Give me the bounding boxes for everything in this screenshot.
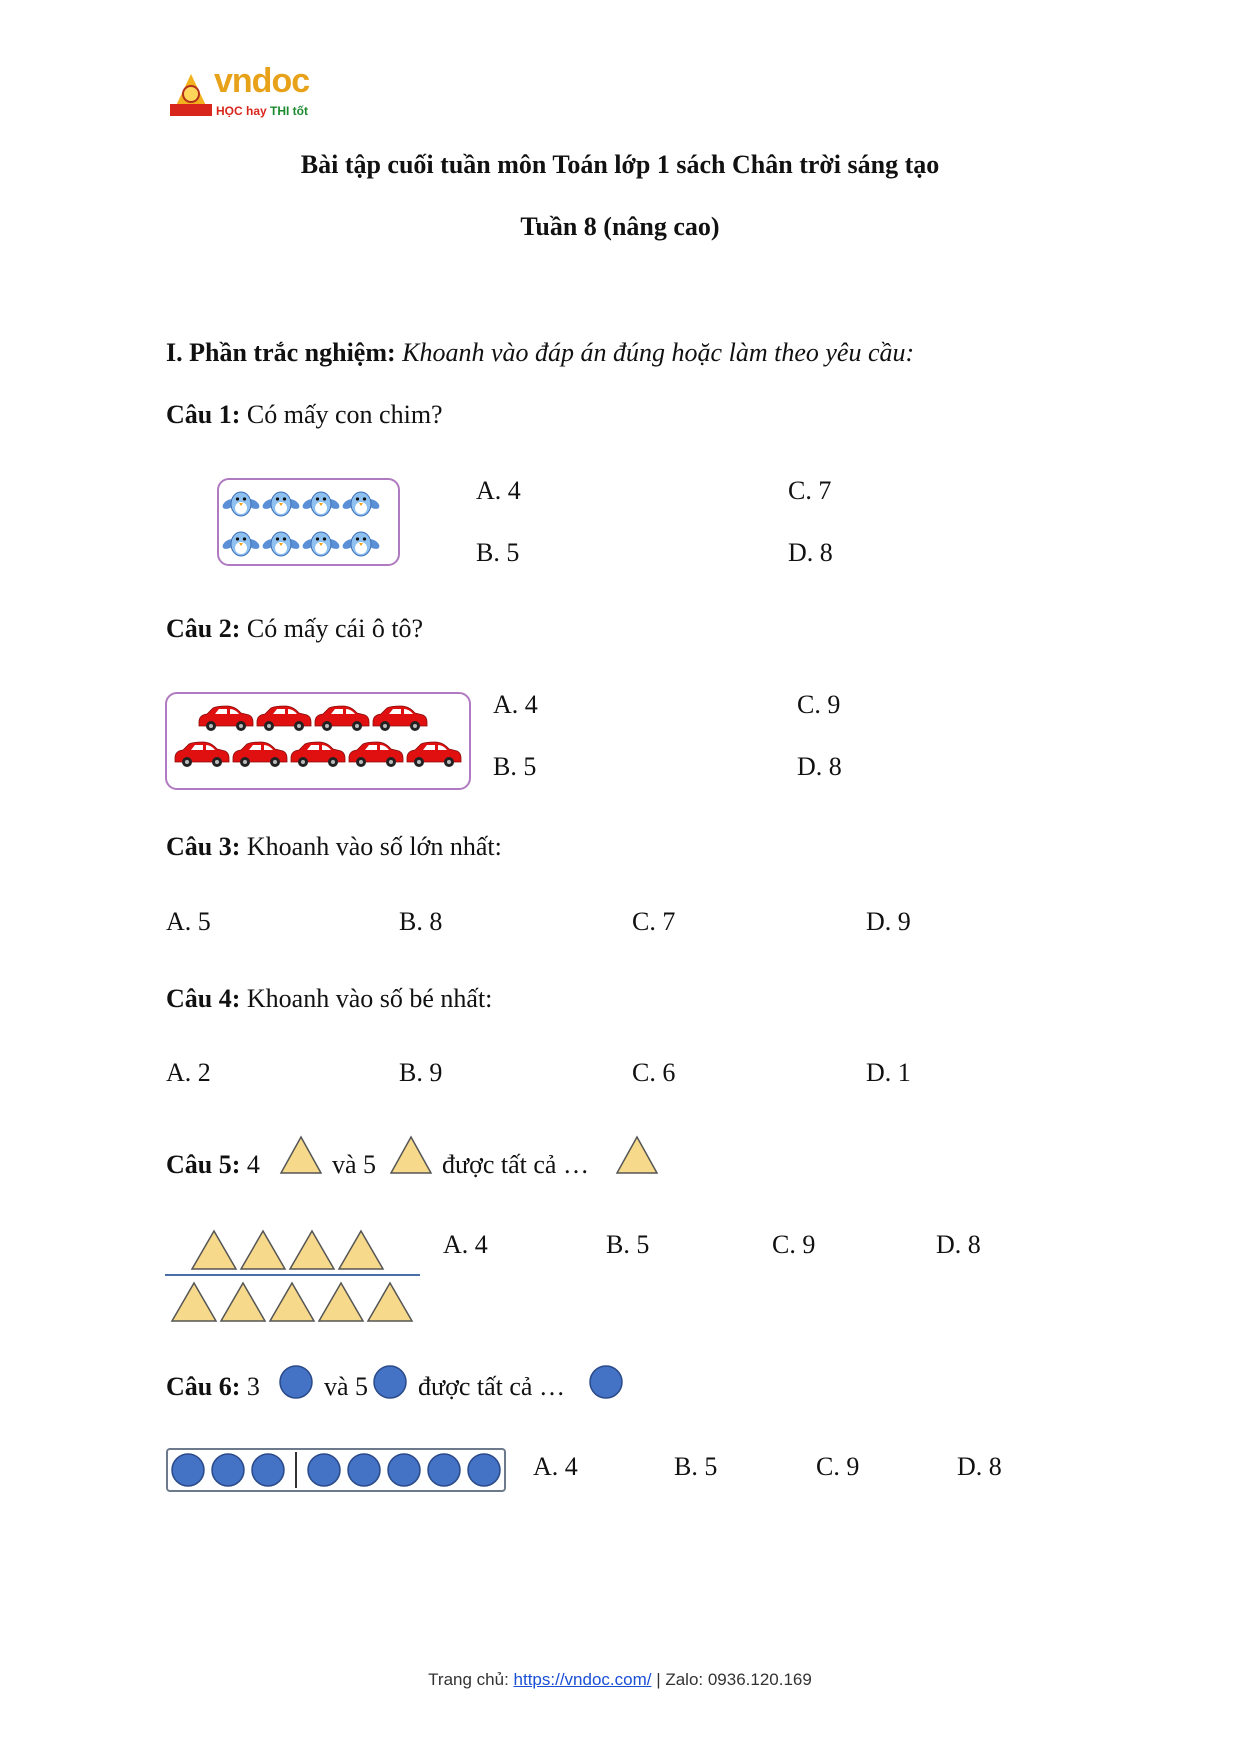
triangle-icon [319, 1283, 363, 1321]
cars-svg [167, 694, 469, 788]
q6-option-c[interactable]: C. 9 [816, 1452, 860, 1481]
bird-icon [221, 532, 261, 556]
circle-icon [278, 1364, 314, 1400]
q3-option-a[interactable]: A. 5 [166, 907, 211, 936]
bird-icon [301, 492, 341, 516]
car-icon [199, 706, 253, 731]
triangle-icon [368, 1283, 412, 1321]
bird-icon [221, 492, 261, 516]
dots-svg [168, 1450, 504, 1490]
q3-option-d[interactable]: D. 9 [866, 907, 911, 936]
question-4: Câu 4: Khoanh vào số bé nhất: [166, 984, 493, 1013]
car-icon [233, 742, 287, 767]
triangle-icon [270, 1283, 314, 1321]
dot-icon [348, 1454, 380, 1486]
homepage-link[interactable]: https://vndoc.com/ [513, 1670, 652, 1689]
q6-total-text: được tất cả … [418, 1372, 565, 1401]
q2-option-b[interactable]: B. 5 [493, 752, 537, 781]
triangle-icon [290, 1231, 334, 1269]
triangle-icon [278, 1134, 324, 1176]
q5-option-d[interactable]: D. 8 [936, 1230, 981, 1259]
triangles-row-bottom [170, 1280, 425, 1329]
bird-icon [341, 492, 381, 516]
triangles-svg [190, 1228, 396, 1272]
cars-image [165, 692, 471, 790]
circle-icon [588, 1364, 624, 1400]
question-2: Câu 2: Có mấy cái ô tô? [166, 614, 424, 643]
triangle-icon [192, 1231, 236, 1269]
q1-option-d[interactable]: D. 8 [788, 538, 833, 567]
birds-svg [219, 480, 398, 564]
triangles-svg [170, 1280, 425, 1324]
q3-option-c[interactable]: C. 7 [632, 907, 676, 936]
car-icon [175, 742, 229, 767]
logo-text: vndoc [214, 62, 310, 100]
dot-icon [468, 1454, 500, 1486]
bird-icon [261, 532, 301, 556]
q2-option-a[interactable]: A. 4 [493, 690, 538, 719]
question-1: Câu 1: Có mấy con chim? [166, 400, 443, 429]
dot-icon [308, 1454, 340, 1486]
car-icon [291, 742, 345, 767]
dot-icon [212, 1454, 244, 1486]
q5-option-c[interactable]: C. 9 [772, 1230, 816, 1259]
q4-option-d[interactable]: D. 1 [866, 1058, 911, 1087]
q6-and-text: và 5 [324, 1372, 369, 1401]
triangle-icon [339, 1231, 383, 1269]
q6-option-b[interactable]: B. 5 [674, 1452, 718, 1481]
triangle-icon [172, 1283, 216, 1321]
bird-icon [341, 532, 381, 556]
triangle-icon [241, 1231, 285, 1269]
q2-option-d[interactable]: D. 8 [797, 752, 842, 781]
triangle-icon [614, 1134, 660, 1176]
question-3: Câu 3: Khoanh vào số lớn nhất: [166, 832, 502, 861]
circle-icon [372, 1364, 408, 1400]
car-icon [315, 706, 369, 731]
vndoc-logo-icon [166, 70, 216, 120]
q3-option-b[interactable]: B. 8 [399, 907, 443, 936]
car-icon [407, 742, 461, 767]
document-subtitle: Tuần 8 (nâng cao) [520, 212, 720, 241]
car-icon [373, 706, 427, 731]
q5-option-a[interactable]: A. 4 [443, 1230, 488, 1259]
divider-line [165, 1274, 420, 1276]
dots-image [166, 1448, 506, 1492]
q1-option-a[interactable]: A. 4 [476, 476, 521, 505]
dot-icon [428, 1454, 460, 1486]
logo-slogan: HỌC hay THI tốt [216, 104, 309, 118]
q4-option-a[interactable]: A. 2 [166, 1058, 211, 1087]
q4-option-b[interactable]: B. 9 [399, 1058, 443, 1087]
document-title: Bài tập cuối tuần môn Toán lớp 1 sách Chân trời sáng tạo [300, 150, 940, 179]
triangle-icon [388, 1134, 434, 1176]
q5-option-b[interactable]: B. 5 [606, 1230, 650, 1259]
triangle-icon [221, 1283, 265, 1321]
bird-icon [301, 532, 341, 556]
triangles-row-top [190, 1228, 396, 1277]
dot-icon [172, 1454, 204, 1486]
q5-and-text: và 5 [332, 1150, 377, 1179]
q6-option-a[interactable]: A. 4 [533, 1452, 578, 1481]
car-icon [257, 706, 311, 731]
bird-icon [261, 492, 301, 516]
dot-icon [388, 1454, 420, 1486]
birds-image [217, 478, 400, 566]
car-icon [349, 742, 403, 767]
q1-option-c[interactable]: C. 7 [788, 476, 832, 505]
q1-option-b[interactable]: B. 5 [476, 538, 520, 567]
question-5: Câu 5: 4 [166, 1150, 260, 1179]
q4-option-c[interactable]: C. 6 [632, 1058, 676, 1087]
question-6: Câu 6: 3 [166, 1372, 260, 1401]
section-heading: I. Phần trắc nghiệm: Khoanh vào đáp án đúng hoặc làm theo yêu cầu: [166, 338, 915, 367]
q6-option-d[interactable]: D. 8 [957, 1452, 1002, 1481]
q5-total-text: được tất cả … [442, 1150, 589, 1179]
q2-option-c[interactable]: C. 9 [797, 690, 841, 719]
dot-icon [252, 1454, 284, 1486]
page-footer: Trang chủ: https://vndoc.com/ | Zalo: 0936.120.169 [428, 1670, 812, 1689]
